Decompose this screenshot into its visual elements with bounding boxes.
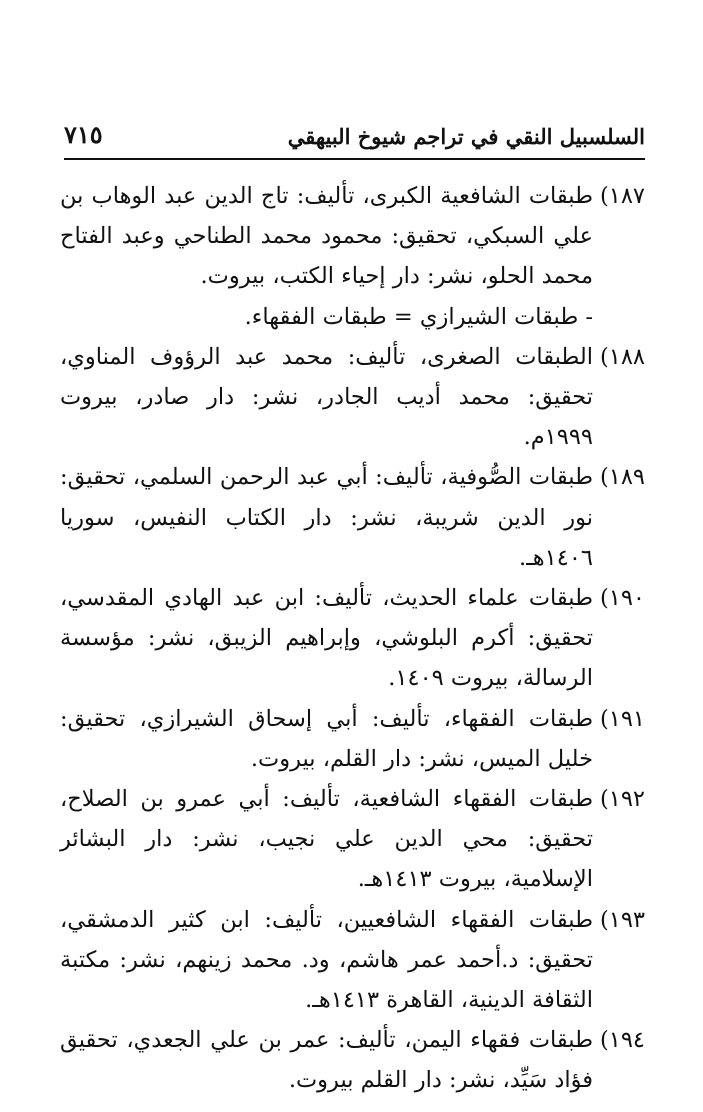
entry-193 [60, 900, 645, 1021]
page-number: ٧١٥ [64, 120, 103, 149]
entry-191 [60, 699, 645, 779]
page-header [64, 118, 645, 160]
entry-number: ١٩٠) [599, 585, 645, 612]
entry-number: ١٨٩) [599, 464, 645, 491]
running-title: السلسبيل النقي في تراجم شيوخ البيهقي [287, 124, 645, 149]
entry-text: طبقات الفقهاء الشافعيين، تأليف: ابن كثير الدمشقي، تحقيق: د.أحمد عمر هاشم، ود. محمد زينهم، نشر: مكتبة الثقافة الدينية، القاهرة ١٤١٣هـ. [60, 906, 593, 1014]
entry-number: ١٩١) [599, 705, 645, 732]
entry-number: ١٨٨) [599, 343, 645, 370]
entry-190 [60, 578, 645, 699]
entry-text: طبقات الفقهاء الشافعية، تأليف: أبي عمرو بن الصلاح، تحقيق: محي الدين علي نجيب، نشر: دار البشائر الإسلامية، بيروت ١٤١٣هـ. [60, 786, 593, 893]
entry-text: طبقات علماء الحديث، تأليف: ابن عبد الهادي المقدسي، تحقيق: أكرم البلوشي، وإبراهيم الزيبق، نشر: مؤسسة الرسالة، بيروت ١٤٠٩. [60, 585, 593, 692]
entry-187 [60, 176, 645, 297]
cross-reference-note: - طبقات الشيرازي = طبقات الفقهاء. [244, 303, 593, 330]
entry-number: ١٨٧) [599, 183, 645, 209]
entry-text: طبقات فقهاء اليمن، تأليف: عمر بن علي الجعدي، تحقيق فؤاد سَيِّد، نشر: دار القلم بيروت. [60, 1027, 593, 1094]
entry-text: طبقات الفقهاء، تأليف: أبي إسحاق الشيرازي، تحقيق: خليل الميس، نشر: دار القلم، بيروت. [60, 705, 593, 772]
entry-number: ١٩٢) [599, 786, 645, 813]
bibliography-list [60, 176, 645, 1101]
entry-text: الطبقات الصغرى، تأليف: محمد عبد الرؤوف المناوي، تحقيق: محمد أديب الجادر، نشر: دار صادر، بيروت ١٩٩٩م. [60, 343, 593, 451]
entry-194 [60, 1020, 645, 1100]
entry-number: ١٩٤) [599, 1027, 645, 1054]
entry-188 [60, 337, 645, 458]
header-rule [64, 158, 645, 160]
entry-number: ١٩٣) [599, 906, 645, 933]
entry-189 [60, 457, 645, 578]
entry-text: طبقات الشافعية الكبرى، تأليف: تاج الدين عبد الوهاب بن علي السبكي، تحقيق: محمود محمد الطناحي وعبد الفتاح محمد الحلو، نشر: دار إحياء الكتب، بيروت. [60, 183, 593, 290]
entry-192 [60, 779, 645, 900]
entry-text: طبقات الصُّوفية، تأليف: أبي عبد الرحمن السلمي، تحقيق: نور الدين شريبة، نشر: دار الكتاب النفيس، سوريا ١٤٠٦هـ. [60, 464, 593, 571]
